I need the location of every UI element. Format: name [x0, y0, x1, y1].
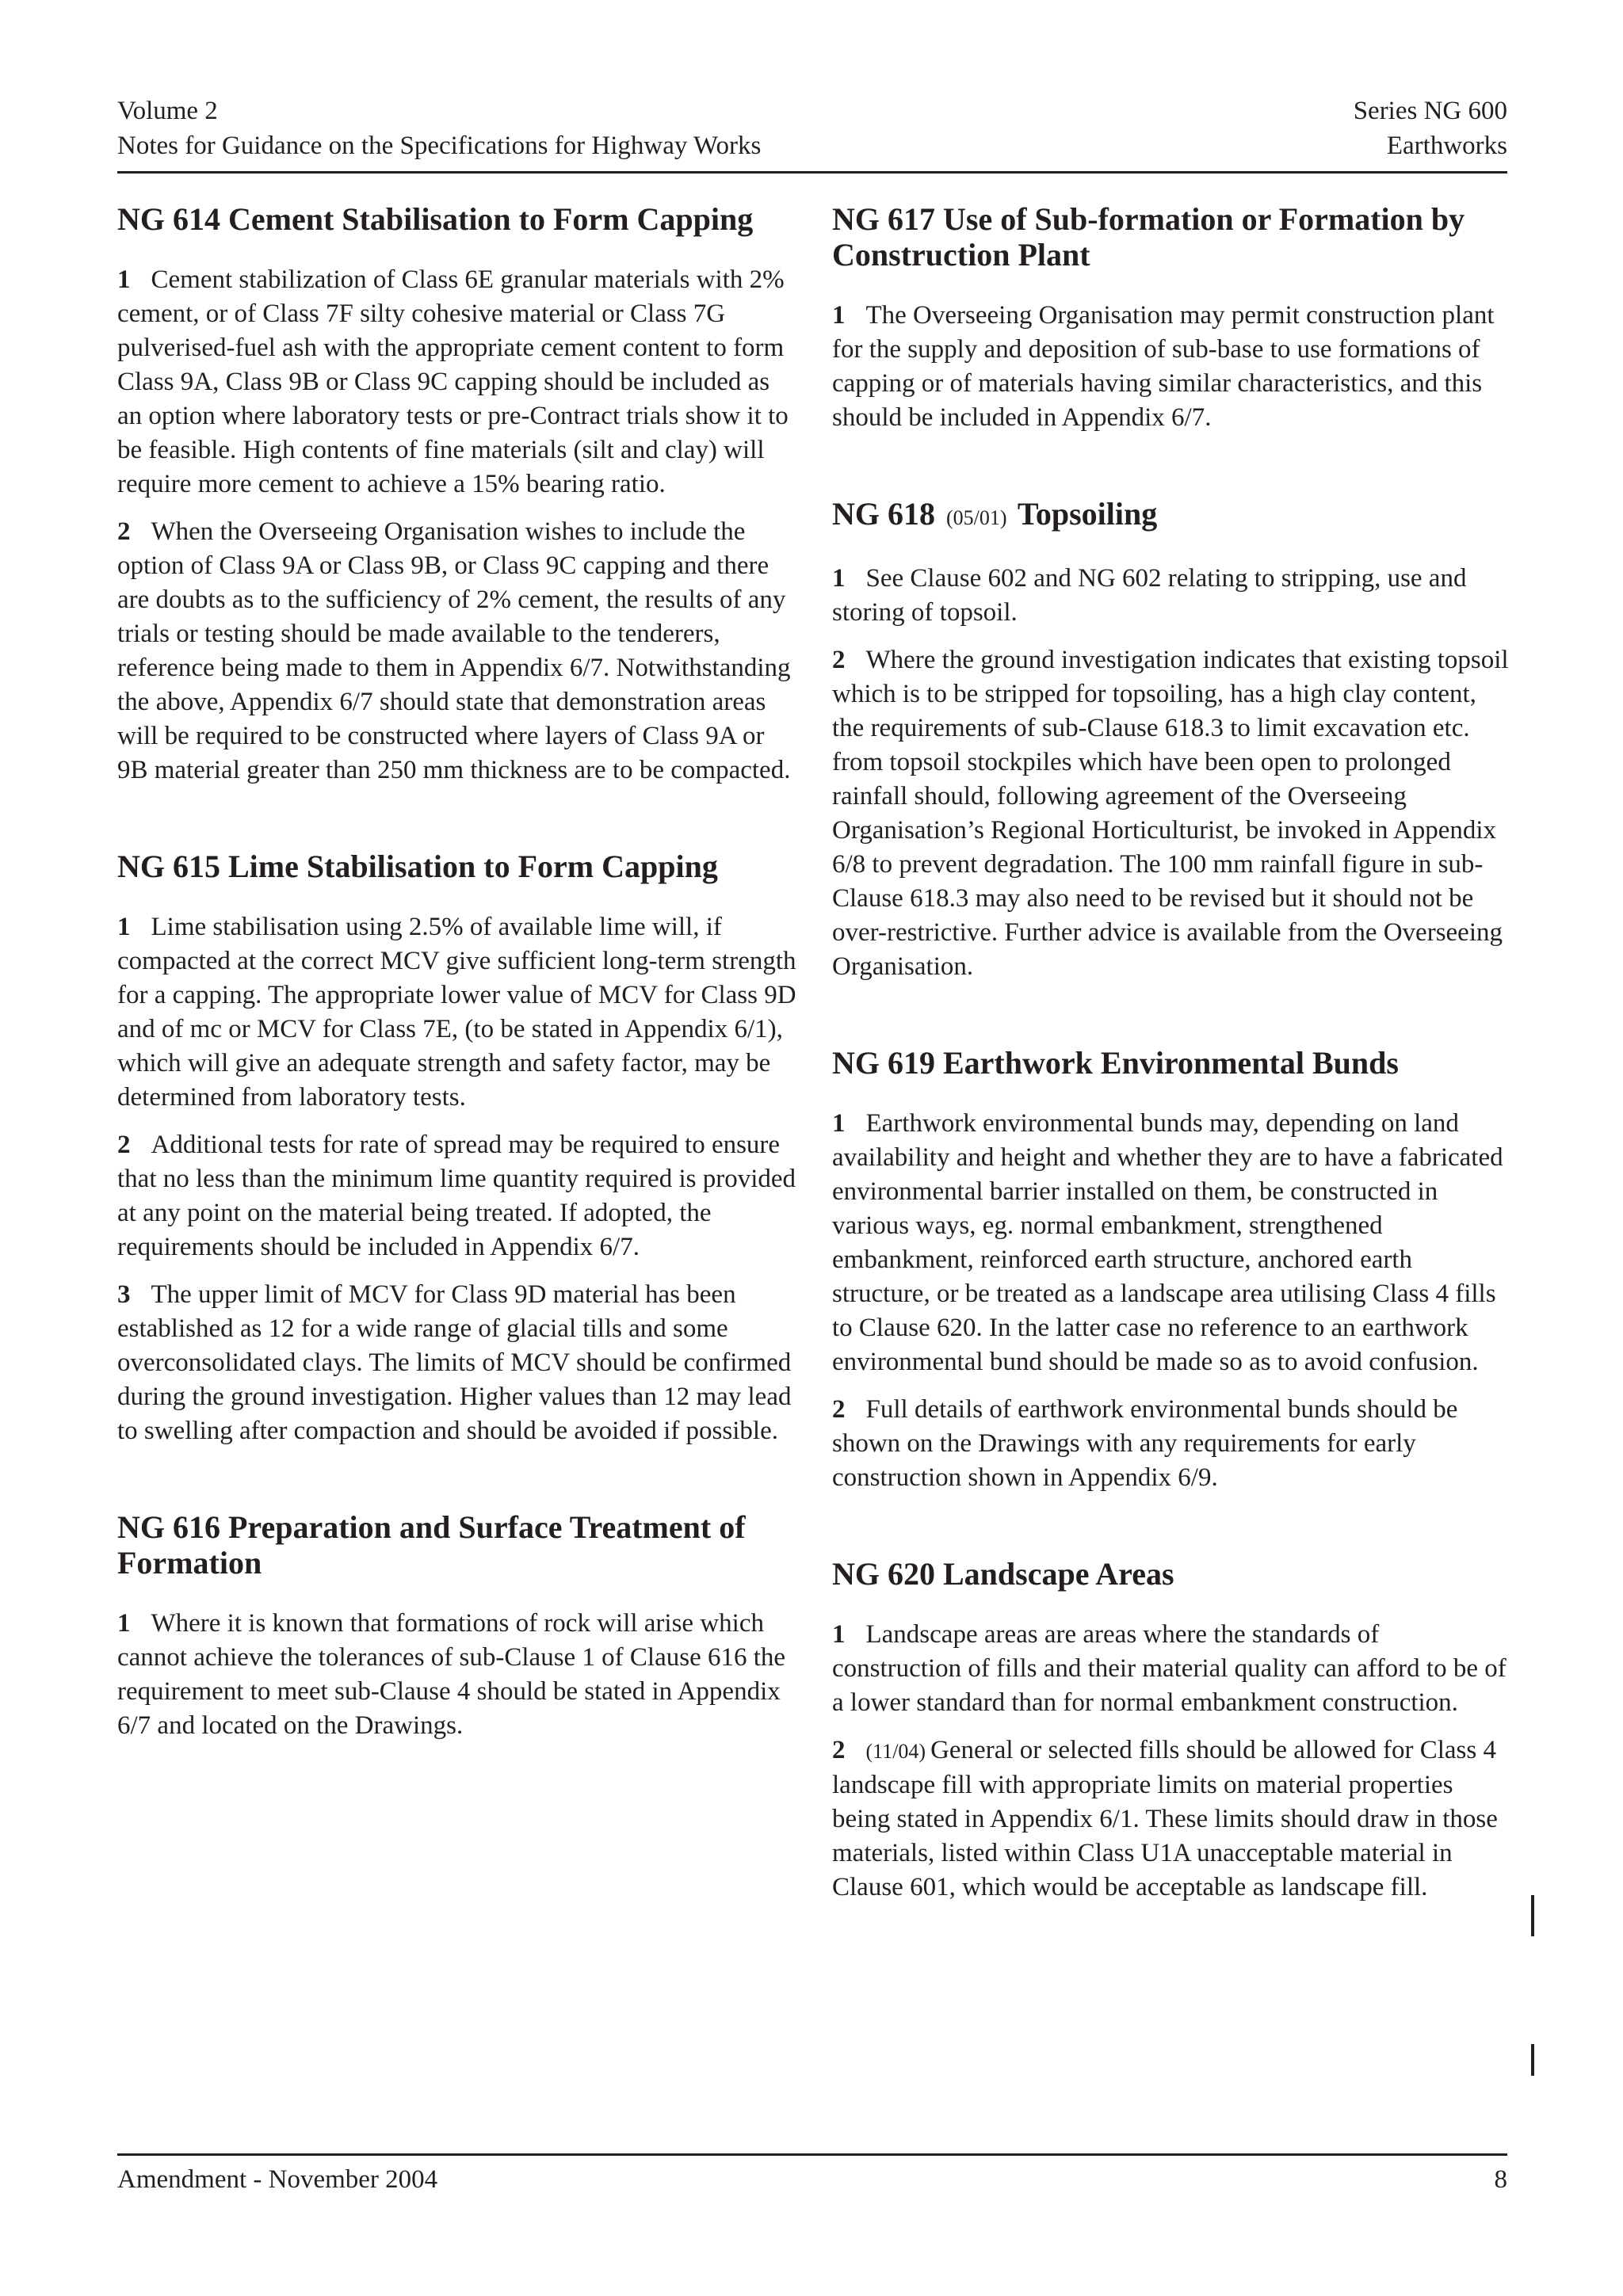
paragraph — [117, 1278, 797, 1448]
section-heading: NG 614 Cement Stabilisation to Form Capping — [117, 201, 754, 237]
paragraph — [117, 515, 797, 788]
section-heading — [832, 496, 1514, 536]
paragraph-number: 2 — [117, 1131, 131, 1159]
paragraph-number: 1 — [117, 913, 131, 941]
topic-label: Earthworks — [1386, 132, 1507, 160]
paragraph-number: 1 — [832, 1620, 846, 1649]
amendment-note: (05/01) — [946, 506, 1007, 529]
paragraph-text: Where it is known that formations of rock will arise which cannot achieve the tolerances of sub-Clause 1 of Clause 616 the requirement to meet sub-Clause 4 should be stated in Appendix 6/7 and located on the Drawings. — [117, 1609, 786, 1740]
paragraph — [832, 1107, 1514, 1379]
paragraph — [832, 1393, 1514, 1495]
paragraph-text: Additional tests for rate of spread may be required to ensure that no less than the minimum lime quantity required is provided at any point on the material being treated. If adopted, the requirements should be included in Appendix 6/7. — [117, 1131, 796, 1261]
section-ng616 — [117, 1509, 797, 1743]
paragraph — [832, 562, 1514, 630]
paragraph-text: Earthwork environmental bunds may, depending on land availability and height and whether they are to have a fabricated environmental barrier installed on them, be constructed in various ways, eg. normal embankment, strengthened embankment, reinforced earth structure, anchored earth structure, or be treated as a landscape area utilising Class 4 fills to Clause 620. In the latter case no reference to an earthwork environmental bund should be made so as to avoid confusion. — [832, 1109, 1503, 1376]
paragraph-number: 2 — [832, 1395, 846, 1424]
paragraph-number: 1 — [117, 265, 131, 294]
paragraph-text: Landscape areas are areas where the standards of construction of fills and their material quality can afford to be of a lower standard than for normal embankment construction. — [832, 1620, 1507, 1717]
paragraph-text: The Overseeing Organisation may permit construction plant for the supply and deposition of sub-base to use formations of capping or of materials having similar characteristics, and this should be included in Appendix 6/7. — [832, 301, 1495, 432]
change-bar — [1531, 1895, 1534, 1936]
page-header — [117, 93, 1507, 174]
paragraph — [117, 1128, 797, 1264]
change-bar — [1531, 2044, 1534, 2076]
paragraph-text: General or selected fills should be allowed for Class 4 landscape fill with appropriate limits on material properties being stated in Appendix 6/1. These limits should draw in those materials, listed within Class U1A unacceptable material in Clause 601, which would be acceptable as landscape fill. — [832, 1736, 1498, 1901]
section-heading: NG 616 Preparation and Surface Treatment of Formation — [117, 1509, 746, 1581]
document-title: Notes for Guidance on the Specifications for Highway Works — [117, 132, 762, 160]
amendment-label: Amendment - November 2004 — [117, 2165, 438, 2194]
paragraph-number: 3 — [117, 1280, 131, 1309]
section-heading: NG 620 Landscape Areas — [832, 1556, 1174, 1592]
amendment-note: (11/04) — [865, 1740, 926, 1763]
section-ng620 — [832, 1556, 1514, 1905]
page-footer — [117, 2153, 1507, 2203]
section-heading: NG 617 Use of Sub-formation or Formation by Construction Plant — [832, 201, 1465, 273]
section-ng615 — [117, 849, 797, 1448]
paragraph — [832, 1733, 1514, 1905]
paragraph-number: 1 — [832, 1109, 846, 1138]
paragraph-text: The upper limit of MCV for Class 9D material has been established as 12 for a wide range of glacial tills and some overconsolidated clays. The limits of MCV should be confirmed during the ground investigation. Higher values than 12 may lead to swelling after compaction and should be avoided if possible. — [117, 1280, 792, 1445]
section-heading: NG 619 Earthwork Environmental Bunds — [832, 1045, 1399, 1081]
paragraph-number: 1 — [117, 1609, 131, 1638]
paragraph-number: 1 — [832, 301, 846, 330]
section-ng618 — [832, 496, 1514, 984]
paragraph — [117, 1607, 797, 1743]
paragraph-text: Where the ground investigation indicates that existing topsoil which is to be stripped for topsoiling, has a high clay content, the requirements of sub-Clause 618.3 to limit excavation etc. from topsoil stockpiles which have been open to prolonged rainfall should, following agreement of the Overseeing Organisation’s Regional Horticulturist, be invoked in Appendix 6/8 to prevent degradation. The 100 mm rainfall figure in sub-Clause 618.3 may also need to be revised but it should not be over-restrictive. Further advice is available from the Overseeing Organisation. — [832, 646, 1509, 981]
paragraph-text: Cement stabilization of Class 6E granular materials with 2% cement, or of Class 7F silty cohesive material or Class 7G pulverised-fuel ash with the appropriate cement content to form Class 9A, Class 9B or Class 9C capping should be included as an option where laboratory tests or pre-Contract trials show it to be feasible. High contents of fine materials (silt and clay) will require more cement to achieve a 15% bearing ratio. — [117, 265, 789, 498]
paragraph — [117, 910, 797, 1115]
volume-label: Volume 2 — [117, 97, 218, 125]
paragraph-number: 2 — [832, 646, 846, 674]
heading-title: Topsoiling — [1017, 496, 1158, 532]
paragraph-text: See Clause 602 and NG 602 relating to stripping, use and storing of topsoil. — [832, 564, 1467, 627]
series-label: Series NG 600 — [1353, 97, 1507, 125]
paragraph-text: Lime stabilisation using 2.5% of available lime will, if compacted at the correct MCV give sufficient long-term strength for a capping. The appropriate lower value of MCV for Class 9D and of mc or MCV for Class 7E, (to be stated in Appendix 6/1), which will give an adequate strength and safety factor, may be determined from laboratory tests. — [117, 913, 796, 1112]
paragraph-number: 1 — [832, 564, 846, 593]
paragraph-text: Full details of earthwork environmental bunds should be shown on the Drawings with any requirements for early construction shown in Appendix 6/9. — [832, 1395, 1458, 1492]
paragraph-text: When the Overseeing Organisation wishes to include the option of Class 9A or Class 9B, or Class 9C capping and there are doubts as to the sufficiency of 2% cement, the results of any trials or testing should be made available to the tenderers, reference being made to them in Appendix 6/7. Notwithstanding the above, Appendix 6/7 should state that demonstration areas will be required to be constructed where layers of Class 9A or 9B material greater than 250 mm thickness are to be compacted. — [117, 517, 791, 784]
paragraph-number: 2 — [832, 1736, 846, 1764]
page-number: 8 — [1494, 2165, 1507, 2194]
section-ng619 — [832, 1045, 1514, 1495]
paragraph-number: 2 — [117, 517, 131, 546]
paragraph — [117, 263, 797, 502]
left-column — [117, 201, 797, 1756]
right-column — [832, 201, 1514, 1918]
paragraph — [832, 299, 1514, 435]
paragraph — [832, 1618, 1514, 1720]
section-ng614 — [117, 201, 797, 788]
heading-code: NG 618 — [832, 496, 935, 532]
paragraph — [832, 643, 1514, 984]
section-heading: NG 615 Lime Stabilisation to Form Capping — [117, 849, 718, 884]
section-ng617 — [832, 201, 1514, 435]
